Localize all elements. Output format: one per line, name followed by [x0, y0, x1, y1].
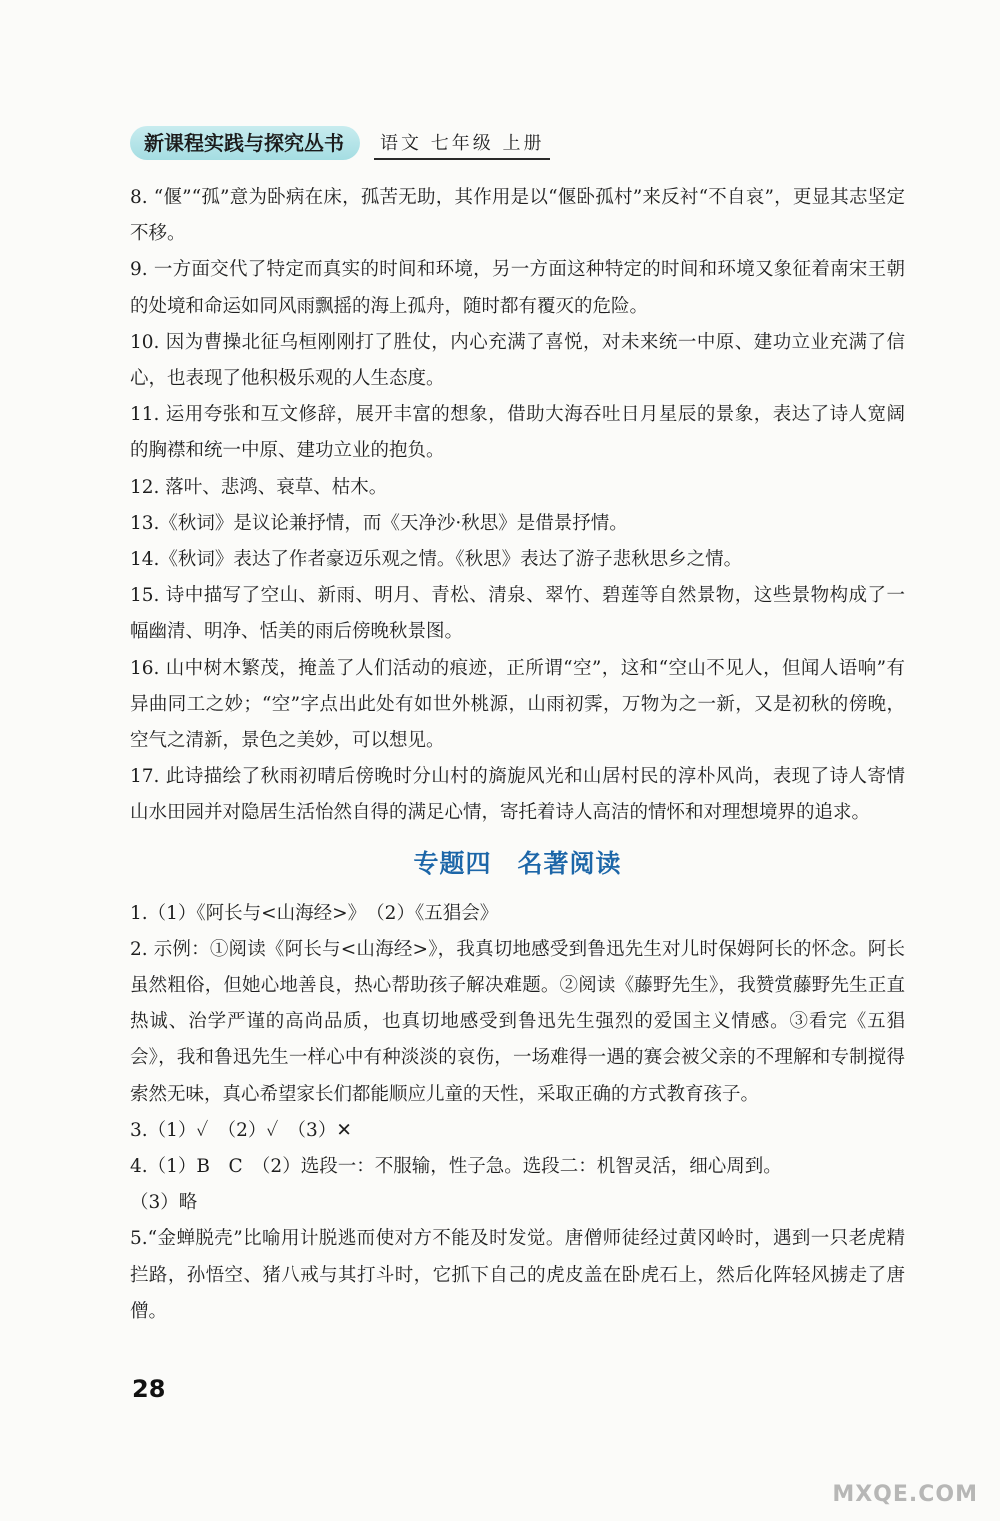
answer-item: （3）略 [130, 1192, 198, 1214]
answer-item: 1.（1）《阿长与<山海经>》 （2）《五猖会》 [130, 902, 499, 924]
subject-label: 语文 七年级 上册 [374, 133, 550, 160]
answer-item: 12. 落叶、悲鸿、衰草、枯木。 [130, 476, 388, 498]
answer-item: 13.《秋词》是议论兼抒情，而《天净沙·秋思》是借景抒情。 [130, 512, 628, 534]
answer-item: 5.“金蝉脱壳”比喻用计脱逃而使对方不能及时发觉。唐僧师徒经过黄冈岭时，遇到一只老虎精拦路，孙悟空、猪八戒与其打斗时，它抓下自己的虎皮盖在卧虎石上，然后化阵轻风掳走了唐僧。 [130, 1228, 905, 1322]
answer-item: 9. 一方面交代了特定而真实的时间和环境，另一方面这种特定的时间和环境又象征着南宋王朝的处境和命运如同风雨飘摇的海上孤舟，随时都有覆灭的危险。 [130, 259, 905, 317]
answer-item: 15. 诗中描写了空山、新雨、明月、青松、清泉、翠竹、碧莲等自然景物，这些景物构成了一幅幽清、明净、恬美的雨后傍晚秋景图。 [130, 585, 905, 643]
answer-item: 16. 山中树木繁茂，掩盖了人们活动的痕迹，正所谓“空”，这和“空山不见人，但闻人语响”有异曲同工之妙；“空”字点出此处有如世外桃源，山雨初霁，万物为之一新，又是初秋的傍晚，空气之清新，景色之美妙，可以想见。 [130, 657, 905, 752]
series-badge: 新课程实践与探究丛书 [130, 126, 360, 160]
page-number: 28 [132, 1375, 166, 1403]
answer-content [130, 180, 905, 1330]
answer-item: 8. “偃”“孤”意为卧病在床，孤苦无助，其作用是以“偃卧孤村”来反衬“不自哀”，更显其志坚定不移。 [130, 187, 905, 245]
answer-item: 17. 此诗描绘了秋雨初晴后傍晚时分山村的旖旎风光和山居村民的淳朴风尚，表现了诗人寄情山水田园并对隐居生活怡然自得的满足心情，寄托着诗人高洁的情怀和对理想境界的追求。 [130, 766, 905, 824]
answer-item: 4.（1）B C （2）选段一：不服输，性子急。选段二：机智灵活，细心周到。 [130, 1156, 782, 1178]
watermark-logo: MXQE.COM [832, 1482, 978, 1507]
page-header [130, 126, 550, 160]
answer-item: 3.（1）✓ （2）✓ （3）✕ [130, 1119, 352, 1141]
answer-item: 11. 运用夸张和互文修辞，展开丰富的想象，借助大海吞吐日月星辰的景象，表达了诗人宽阔的胸襟和统一中原、建功立业的抱负。 [130, 404, 905, 462]
section-title: 专题四 名著阅读 [413, 848, 622, 878]
answer-item: 14.《秋词》表达了作者豪迈乐观之情。《秋思》表达了游子悲秋思乡之情。 [130, 549, 743, 571]
answer-item: 10. 因为曹操北征乌桓刚刚打了胜仗，内心充满了喜悦，对未来统一中原、建功立业充满了信心，也表现了他积极乐观的人生态度。 [130, 331, 905, 390]
answer-item: 2. 示例：①阅读《阿长与<山海经>》，我真切地感受到鲁迅先生对儿时保姆阿长的怀念。阿长虽然粗俗，但她心地善良，热心帮助孩子解决难题。②阅读《藤野先生》，我赞赏藤野先生正直热诚、治学严谨的高尚品质，也真切地感受到鲁迅先生强烈的爱国主义情感。③看完《五猖会》，我和鲁迅先生一样心中有种淡淡的哀伤，一场难得一遇的赛会被父亲的不理解和专制搅得索然无味，真心希望家长们都能顺应儿童的天性，采取正确的方式教育孩子。 [130, 938, 905, 1105]
